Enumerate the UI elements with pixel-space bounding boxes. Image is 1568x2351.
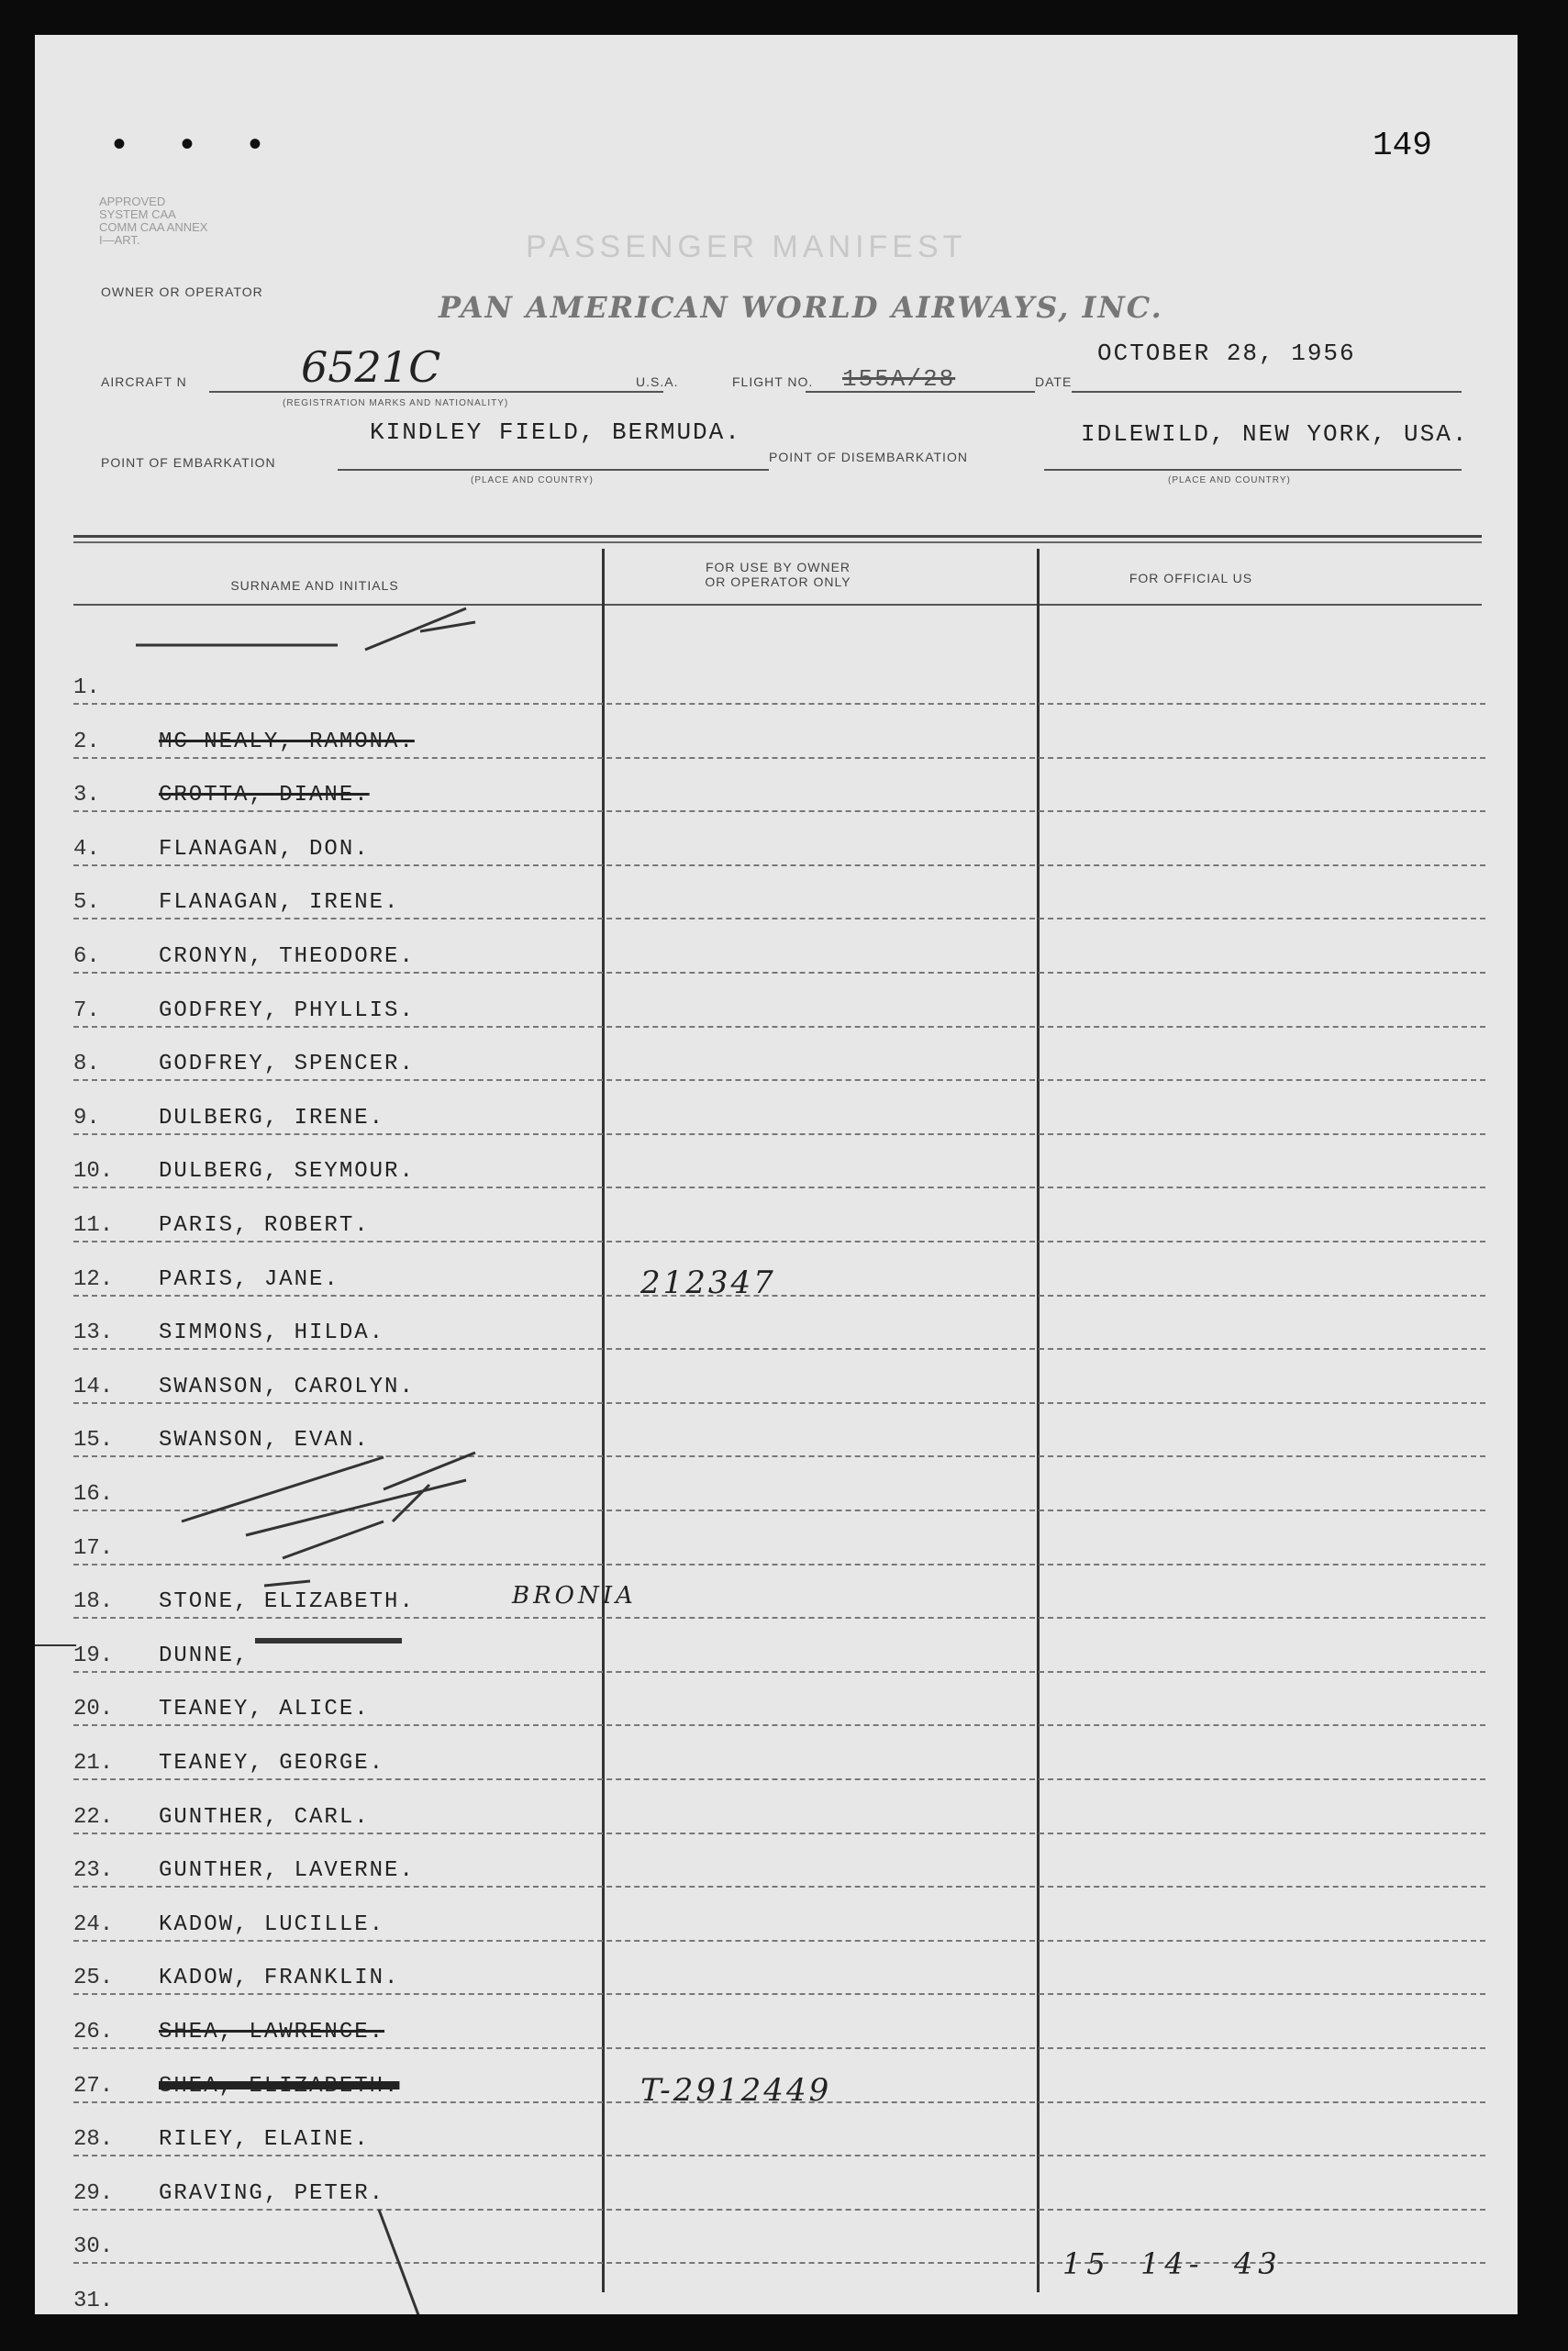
passenger-name: FLANAGAN, DON. [159, 836, 370, 862]
passenger-name: GUNTHER, LAVERNE. [159, 1858, 415, 1884]
owner-code-row-28: T-2912449 [640, 2072, 832, 2109]
passenger-name: SHEA, LAWRENCE. [159, 2020, 385, 2045]
passenger-name: SWANSON, CAROLYN. [159, 1374, 415, 1399]
passenger-name: SWANSON, EVAN. [159, 1428, 370, 1454]
col-official-header: FOR OFFICIAL US [1129, 571, 1253, 585]
bottom-tally: 15 14- 43 [1062, 2246, 1283, 2281]
passenger-number: 21. [73, 1751, 114, 1776]
passenger-number: 23. [73, 1858, 114, 1884]
disembark-value: IDLEWILD, NEW YORK, USA. [1081, 420, 1469, 448]
passenger-name: DULBERG, SEYMOUR. [159, 1159, 415, 1185]
passenger-number: 15. [73, 1428, 114, 1454]
flight-number: 155A/28 [842, 365, 956, 393]
passenger-number: 31. [73, 2289, 114, 2313]
handwritten-name-19: BRONIA [512, 1582, 637, 1610]
passenger-name: PARIS, ROBERT. [159, 1213, 370, 1238]
flight-label: FLIGHT NO. [732, 374, 814, 389]
passenger-number: 30. [73, 2234, 114, 2260]
scribble-row-1 [136, 608, 475, 650]
passenger-number: 5. [73, 890, 100, 916]
passenger-number: 28. [73, 2127, 114, 2153]
passenger-name: STONE, ELIZABETH. [159, 1589, 415, 1615]
owner-code-row-13: 212347 [640, 1265, 776, 1301]
operator-name: PAN AMERICAN WORLD AIRWAYS, INC. [439, 290, 1163, 325]
passenger-name: DULBERG, IRENE. [159, 1105, 385, 1131]
passenger-number: 27. [73, 2073, 114, 2099]
usa-label: U.S.A. [636, 374, 679, 389]
form-title: PASSENGER MANIFEST [526, 229, 967, 264]
col-owner-header-2: OR OPERATOR ONLY [705, 574, 851, 589]
passenger-number: 25. [73, 1966, 114, 1991]
passenger-number: 1. [73, 675, 100, 700]
passenger-number: 24. [73, 1911, 114, 1937]
aircraft-number: 6521C [301, 342, 441, 392]
owner-label: OWNER OR OPERATOR [101, 284, 263, 299]
passenger-number: 18. [73, 1589, 114, 1615]
passenger-number: 2. [73, 729, 100, 754]
passenger-number: 17. [73, 1535, 114, 1561]
passenger-name: GUNTHER, CARL. [159, 1804, 370, 1830]
passenger-name: GODFREY, PHYLLIS. [159, 997, 415, 1023]
passenger-number: 26. [73, 2020, 114, 2045]
punch-marks: ••• [108, 127, 313, 168]
manifest-sheet [35, 35, 1518, 2314]
passenger-number: 14. [73, 1374, 114, 1399]
passenger-name: SHEA, ELIZABETH. [159, 2073, 400, 2099]
passenger-name: MC NEALY, RAMONA. [159, 729, 415, 754]
aircraft-label: AIRCRAFT N [101, 374, 187, 389]
passenger-number: 16. [73, 1482, 114, 1507]
approved-stamp: APPROVED SYSTEM CAA COMM CAA ANNEX I—ART. [99, 195, 208, 247]
passenger-number: 12. [73, 1266, 114, 1292]
passenger-number: 22. [73, 1804, 114, 1830]
passenger-number: 19. [73, 1643, 114, 1668]
passenger-name: DUNNE, [159, 1643, 250, 1668]
registration-note: (REGISTRATION MARKS AND NATIONALITY) [283, 398, 509, 408]
passenger-name: GRAVING, PETER. [159, 2180, 385, 2206]
disembark-label: POINT OF DISEMBARKATION [769, 450, 968, 464]
passenger-name: KADOW, LUCILLE. [159, 1911, 385, 1937]
date-value: OCTOBER 28, 1956 [1097, 340, 1356, 367]
passenger-number: 20. [73, 1697, 114, 1722]
scribble-rows-16-17 [182, 1453, 475, 1586]
passenger-name: TEANEY, ALICE. [159, 1697, 370, 1722]
passenger-number: 3. [73, 783, 100, 808]
date-label: DATE [1035, 374, 1073, 389]
passenger-name: KADOW, FRANKLIN. [159, 1966, 400, 1991]
edge-mark [35, 1644, 76, 1646]
col-owner-header-1: FOR USE BY OWNER [705, 560, 851, 574]
embark-label: POINT OF EMBARKATION [101, 455, 276, 470]
disembark-place-note: (PLACE AND COUNTRY) [1168, 475, 1291, 485]
passenger-number: 10. [73, 1159, 114, 1185]
passenger-name: TEANEY, GEORGE. [159, 1751, 385, 1776]
passenger-name: FLANAGAN, IRENE. [159, 890, 400, 916]
passenger-number: 4. [73, 836, 100, 862]
embark-place-note: (PLACE AND COUNTRY) [471, 475, 594, 485]
passenger-name: CRONYN, THEODORE. [159, 944, 415, 969]
passenger-number: 6. [73, 944, 100, 969]
passenger-number: 9. [73, 1105, 100, 1131]
passenger-name: CROTTA, DIANE. [159, 783, 370, 808]
passenger-number: 11. [73, 1213, 114, 1238]
passenger-name: SIMMONS, HILDA. [159, 1320, 385, 1346]
passenger-number: 29. [73, 2180, 114, 2206]
passenger-name: GODFREY, SPENCER. [159, 1052, 415, 1077]
embark-value: KINDLEY FIELD, BERMUDA. [370, 418, 741, 446]
passenger-name: PARIS, JANE. [159, 1266, 339, 1292]
passenger-number: 8. [73, 1052, 100, 1077]
passenger-name: RILEY, ELAINE. [159, 2127, 370, 2153]
col-surname-header: SURNAME AND INITIALS [230, 578, 399, 593]
cancellation-marks [35, 35, 1518, 2314]
passenger-number: 13. [73, 1320, 114, 1346]
page-number: 149 [1373, 127, 1432, 164]
closing-stroke [379, 2210, 420, 2314]
passenger-number: 7. [73, 997, 100, 1023]
